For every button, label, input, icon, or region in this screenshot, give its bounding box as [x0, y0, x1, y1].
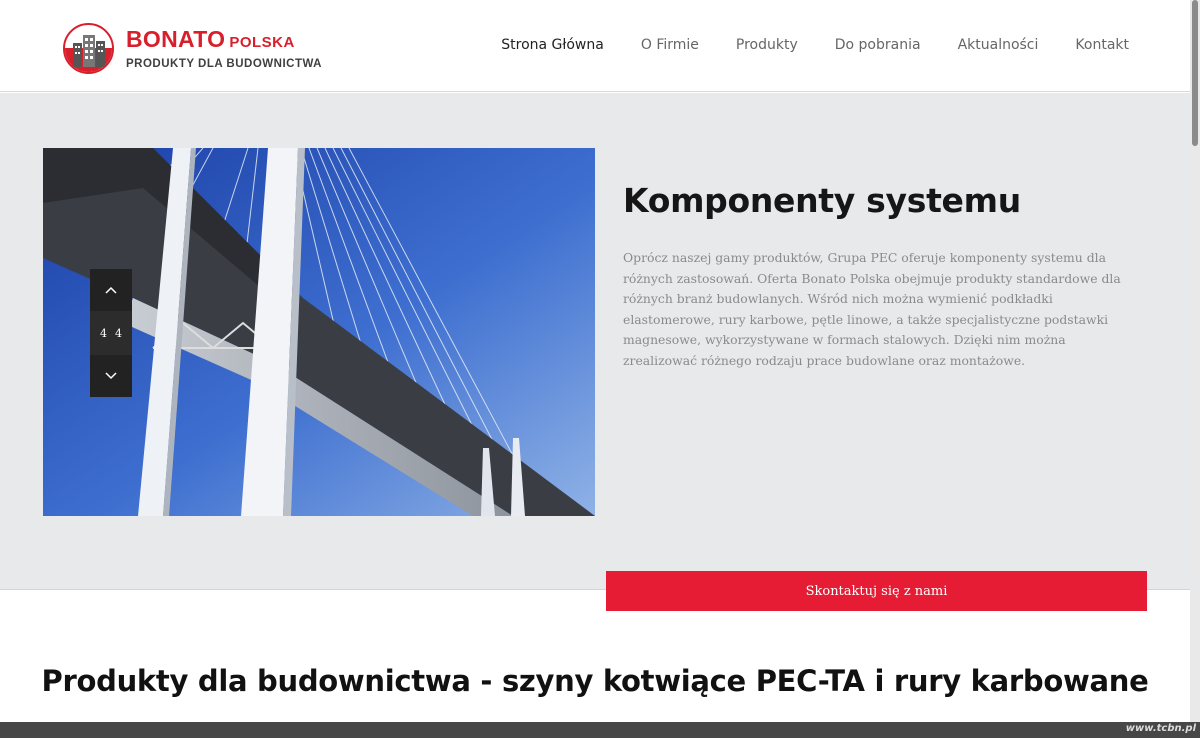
logo-brand: BONATO POLSKA [126, 25, 295, 52]
nav-item-o-firmie[interactable]: O Firmie [640, 37, 699, 53]
slider-next-button[interactable] [90, 355, 132, 397]
nav-item-aktualnosci[interactable]: Aktualności [957, 37, 1039, 53]
slider-control [90, 269, 132, 397]
nav-item-do-pobrania[interactable]: Do pobrania [834, 37, 921, 53]
slider-prev-button[interactable] [90, 269, 132, 311]
slide-counter [90, 311, 132, 355]
hero-title: Komponenty systemu [623, 181, 1021, 220]
nav-item-strona-glowna[interactable]: Strona Główna [501, 37, 604, 53]
nav-item-kontakt[interactable]: Kontakt [1075, 37, 1129, 53]
hero-description: Oprócz naszej gamy produktów, Grupa PEC oferuje komponenty systemu dla różnych zastosowań. Oferta Bonato Polska obejmuje produkty standardowe dla różnych branż budowlanych. Wśród nich można wymienić podkładki elastomerowe, rury karbowe, pętle linowe, a także specjalistyczne podstawki magnesowe, wykorzystywane w formach stalowych. Dzięki nim można zrealizować różnego rodzaju prace budowlane oraz montażowe. [623, 250, 1121, 368]
watermark-bar [0, 722, 1200, 738]
building-logo-icon [63, 23, 114, 74]
watermark: www.tcbn.pl [1125, 723, 1196, 734]
slide-current: 4 [100, 326, 107, 340]
chevron-up-icon [105, 281, 117, 299]
logo-tagline: PRODUKTY DLA BUDOWNICTWA [126, 57, 322, 70]
chevron-down-icon [105, 367, 117, 385]
main-nav [464, 37, 1129, 53]
scrollbar-thumb[interactable] [1192, 0, 1198, 146]
hero-section [0, 93, 1190, 590]
nav-item-produkty[interactable]: Produkty [735, 37, 798, 53]
section-title: Produkty dla budownictwa - szyny kotwiące PEC-TA i rury karbowane [41, 664, 1149, 698]
logo[interactable] [63, 22, 322, 74]
site-header [0, 0, 1190, 92]
slide-total: 4 [115, 326, 122, 340]
contact-button[interactable]: Skontaktuj się z nami [606, 571, 1147, 611]
scrollbar[interactable] [1190, 0, 1200, 722]
